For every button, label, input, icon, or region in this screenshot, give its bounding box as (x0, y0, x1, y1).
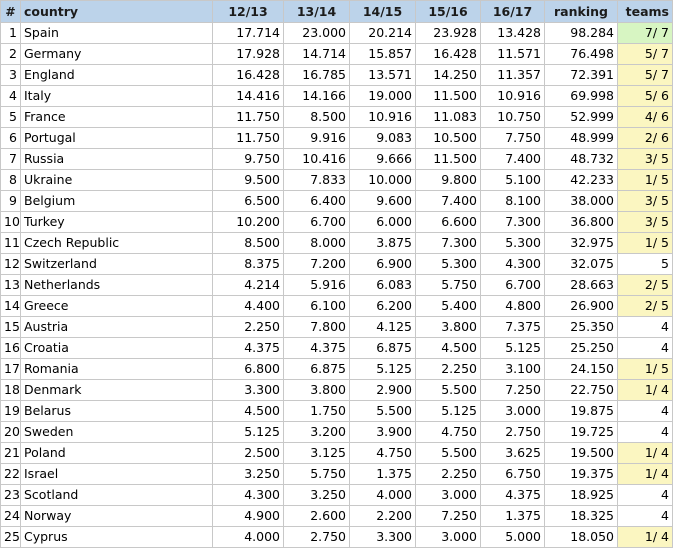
header-season-16-17[interactable]: 16/17 (481, 1, 545, 23)
season-15-16-cell: 2.250 (416, 359, 481, 380)
ranking-cell: 48.732 (545, 149, 618, 170)
rank-cell: 23 (1, 485, 21, 506)
season-12-13-cell: 4.300 (213, 485, 284, 506)
season-13-14-cell: 3.200 (284, 422, 350, 443)
header-season-14-15[interactable]: 14/15 (350, 1, 416, 23)
season-14-15-cell: 9.083 (350, 128, 416, 149)
season-12-13-cell: 4.500 (213, 401, 284, 422)
season-16-17-cell: 3.100 (481, 359, 545, 380)
ranking-cell: 19.875 (545, 401, 618, 422)
country-cell: France (21, 107, 213, 128)
country-cell: Belarus (21, 401, 213, 422)
season-16-17-cell: 7.400 (481, 149, 545, 170)
table-row[interactable] (1, 149, 673, 170)
season-16-17-cell: 10.916 (481, 86, 545, 107)
season-16-17-cell: 11.357 (481, 65, 545, 86)
ranking-cell: 98.284 (545, 23, 618, 44)
season-13-14-cell: 4.375 (284, 338, 350, 359)
season-12-13-cell: 8.500 (213, 233, 284, 254)
ranking-cell: 42.233 (545, 170, 618, 191)
season-12-13-cell: 4.000 (213, 527, 284, 548)
season-14-15-cell: 13.571 (350, 65, 416, 86)
season-15-16-cell: 14.250 (416, 65, 481, 86)
season-15-16-cell: 3.000 (416, 527, 481, 548)
season-12-13-cell: 4.400 (213, 296, 284, 317)
season-16-17-cell: 7.300 (481, 212, 545, 233)
ranking-cell: 72.391 (545, 65, 618, 86)
season-15-16-cell: 3.000 (416, 485, 481, 506)
teams-cell: 2/ 6 (618, 128, 673, 149)
country-cell: England (21, 65, 213, 86)
country-cell: Belgium (21, 191, 213, 212)
country-cell: Cyprus (21, 527, 213, 548)
season-13-14-cell: 9.916 (284, 128, 350, 149)
season-14-15-cell: 4.000 (350, 485, 416, 506)
season-16-17-cell: 7.250 (481, 380, 545, 401)
country-cell: Russia (21, 149, 213, 170)
season-14-15-cell: 20.214 (350, 23, 416, 44)
rank-cell: 25 (1, 527, 21, 548)
season-14-15-cell: 15.857 (350, 44, 416, 65)
country-cell: Israel (21, 464, 213, 485)
rank-cell: 19 (1, 401, 21, 422)
season-15-16-cell: 6.600 (416, 212, 481, 233)
season-12-13-cell: 17.928 (213, 44, 284, 65)
table-row[interactable] (1, 359, 673, 380)
ranking-cell: 76.498 (545, 44, 618, 65)
season-14-15-cell: 10.916 (350, 107, 416, 128)
season-14-15-cell: 19.000 (350, 86, 416, 107)
season-16-17-cell: 7.375 (481, 317, 545, 338)
ranking-cell: 32.075 (545, 254, 618, 275)
season-13-14-cell: 7.800 (284, 317, 350, 338)
season-13-14-cell: 2.750 (284, 527, 350, 548)
season-16-17-cell: 1.375 (481, 506, 545, 527)
ranking-cell: 48.999 (545, 128, 618, 149)
season-14-15-cell: 3.300 (350, 527, 416, 548)
season-15-16-cell: 4.500 (416, 338, 481, 359)
season-15-16-cell: 5.500 (416, 380, 481, 401)
season-13-14-cell: 14.714 (284, 44, 350, 65)
season-12-13-cell: 16.428 (213, 65, 284, 86)
season-12-13-cell: 2.500 (213, 443, 284, 464)
teams-cell: 1/ 5 (618, 359, 673, 380)
season-16-17-cell: 4.800 (481, 296, 545, 317)
season-15-16-cell: 11.083 (416, 107, 481, 128)
ranking-cell: 52.999 (545, 107, 618, 128)
rank-cell: 24 (1, 506, 21, 527)
ranking-cell: 28.663 (545, 275, 618, 296)
season-16-17-cell: 8.100 (481, 191, 545, 212)
season-14-15-cell: 6.900 (350, 254, 416, 275)
season-16-17-cell: 6.700 (481, 275, 545, 296)
season-13-14-cell: 8.500 (284, 107, 350, 128)
season-13-14-cell: 3.125 (284, 443, 350, 464)
season-13-14-cell: 10.416 (284, 149, 350, 170)
season-15-16-cell: 5.500 (416, 443, 481, 464)
country-cell: Poland (21, 443, 213, 464)
season-15-16-cell: 10.500 (416, 128, 481, 149)
season-14-15-cell: 2.200 (350, 506, 416, 527)
header-ranking[interactable]: ranking (545, 1, 618, 23)
teams-cell: 5/ 7 (618, 44, 673, 65)
header-country[interactable]: country (21, 1, 213, 23)
season-12-13-cell: 3.300 (213, 380, 284, 401)
season-15-16-cell: 23.928 (416, 23, 481, 44)
season-14-15-cell: 6.200 (350, 296, 416, 317)
rank-cell: 22 (1, 464, 21, 485)
ranking-cell: 19.375 (545, 464, 618, 485)
table-row[interactable] (1, 212, 673, 233)
season-12-13-cell: 3.250 (213, 464, 284, 485)
ranking-cell: 19.725 (545, 422, 618, 443)
teams-cell: 2/ 5 (618, 296, 673, 317)
teams-cell: 4 (618, 338, 673, 359)
table-row[interactable] (1, 485, 673, 506)
season-15-16-cell: 5.750 (416, 275, 481, 296)
season-13-14-cell: 7.200 (284, 254, 350, 275)
table-row[interactable] (1, 170, 673, 191)
ranking-cell: 18.925 (545, 485, 618, 506)
country-cell: Italy (21, 86, 213, 107)
season-14-15-cell: 1.375 (350, 464, 416, 485)
season-15-16-cell: 5.400 (416, 296, 481, 317)
rank-cell: 15 (1, 317, 21, 338)
table-row[interactable] (1, 527, 673, 548)
teams-cell: 4/ 6 (618, 107, 673, 128)
season-14-15-cell: 3.900 (350, 422, 416, 443)
table-row[interactable] (1, 233, 673, 254)
season-12-13-cell: 4.375 (213, 338, 284, 359)
ranking-cell: 36.800 (545, 212, 618, 233)
rank-cell: 3 (1, 65, 21, 86)
season-15-16-cell: 7.400 (416, 191, 481, 212)
teams-cell: 1/ 4 (618, 380, 673, 401)
season-16-17-cell: 13.428 (481, 23, 545, 44)
header-teams[interactable]: teams (618, 1, 673, 23)
header-season-12-13[interactable]: 12/13 (213, 1, 284, 23)
teams-cell: 5 (618, 254, 673, 275)
teams-cell: 7/ 7 (618, 23, 673, 44)
ranking-cell: 25.350 (545, 317, 618, 338)
season-15-16-cell: 3.800 (416, 317, 481, 338)
season-14-15-cell: 4.125 (350, 317, 416, 338)
season-14-15-cell: 10.000 (350, 170, 416, 191)
season-12-13-cell: 8.375 (213, 254, 284, 275)
season-13-14-cell: 8.000 (284, 233, 350, 254)
ranking-cell: 69.998 (545, 86, 618, 107)
rank-cell: 13 (1, 275, 21, 296)
teams-cell: 4 (618, 401, 673, 422)
ranking-cell: 18.050 (545, 527, 618, 548)
ranking-cell: 19.500 (545, 443, 618, 464)
country-cell: Ukraine (21, 170, 213, 191)
table-row[interactable] (1, 44, 673, 65)
country-cell: Romania (21, 359, 213, 380)
ranking-cell: 25.250 (545, 338, 618, 359)
ranking-cell: 22.750 (545, 380, 618, 401)
country-cell: Switzerland (21, 254, 213, 275)
table-row[interactable] (1, 338, 673, 359)
table-body (1, 23, 673, 548)
season-16-17-cell: 3.000 (481, 401, 545, 422)
season-12-13-cell: 11.750 (213, 128, 284, 149)
country-cell: Scotland (21, 485, 213, 506)
ranking-cell: 38.000 (545, 191, 618, 212)
season-13-14-cell: 6.400 (284, 191, 350, 212)
teams-cell: 4 (618, 506, 673, 527)
rank-cell: 14 (1, 296, 21, 317)
ranking-cell: 32.975 (545, 233, 618, 254)
country-cell: Croatia (21, 338, 213, 359)
ranking-cell: 24.150 (545, 359, 618, 380)
season-12-13-cell: 4.214 (213, 275, 284, 296)
table-row[interactable] (1, 380, 673, 401)
rank-cell: 18 (1, 380, 21, 401)
season-13-14-cell: 14.166 (284, 86, 350, 107)
season-12-13-cell: 6.800 (213, 359, 284, 380)
season-16-17-cell: 10.750 (481, 107, 545, 128)
table-row[interactable] (1, 296, 673, 317)
season-16-17-cell: 5.000 (481, 527, 545, 548)
table-row[interactable] (1, 443, 673, 464)
teams-cell: 4 (618, 422, 673, 443)
country-cell: Turkey (21, 212, 213, 233)
season-14-15-cell: 9.600 (350, 191, 416, 212)
country-cell: Portugal (21, 128, 213, 149)
season-15-16-cell: 11.500 (416, 86, 481, 107)
rank-cell: 11 (1, 233, 21, 254)
season-12-13-cell: 6.500 (213, 191, 284, 212)
season-14-15-cell: 6.083 (350, 275, 416, 296)
header-season-13-14[interactable]: 13/14 (284, 1, 350, 23)
season-16-17-cell: 3.625 (481, 443, 545, 464)
season-15-16-cell: 9.800 (416, 170, 481, 191)
season-16-17-cell: 7.750 (481, 128, 545, 149)
table-row[interactable] (1, 23, 673, 44)
rank-cell: 1 (1, 23, 21, 44)
table-row[interactable] (1, 275, 673, 296)
teams-cell: 4 (618, 317, 673, 338)
rank-cell: 2 (1, 44, 21, 65)
teams-cell: 1/ 5 (618, 170, 673, 191)
country-cell: Denmark (21, 380, 213, 401)
season-15-16-cell: 2.250 (416, 464, 481, 485)
table-row[interactable] (1, 107, 673, 128)
season-13-14-cell: 3.800 (284, 380, 350, 401)
teams-cell: 1/ 4 (618, 443, 673, 464)
table-row[interactable] (1, 506, 673, 527)
country-cell: Germany (21, 44, 213, 65)
season-14-15-cell: 2.900 (350, 380, 416, 401)
season-14-15-cell: 9.666 (350, 149, 416, 170)
rank-cell: 10 (1, 212, 21, 233)
header-rank[interactable]: # (1, 1, 21, 23)
season-16-17-cell: 6.750 (481, 464, 545, 485)
country-cell: Sweden (21, 422, 213, 443)
season-13-14-cell: 6.100 (284, 296, 350, 317)
season-15-16-cell: 5.300 (416, 254, 481, 275)
table-row[interactable] (1, 317, 673, 338)
teams-cell: 1/ 5 (618, 233, 673, 254)
season-15-16-cell: 7.300 (416, 233, 481, 254)
season-16-17-cell: 11.571 (481, 44, 545, 65)
season-13-14-cell: 6.875 (284, 359, 350, 380)
season-14-15-cell: 6.875 (350, 338, 416, 359)
season-14-15-cell: 5.500 (350, 401, 416, 422)
teams-cell: 3/ 5 (618, 191, 673, 212)
season-13-14-cell: 3.250 (284, 485, 350, 506)
season-12-13-cell: 9.750 (213, 149, 284, 170)
season-13-14-cell: 1.750 (284, 401, 350, 422)
season-16-17-cell: 2.750 (481, 422, 545, 443)
season-15-16-cell: 4.750 (416, 422, 481, 443)
country-cell: Greece (21, 296, 213, 317)
season-13-14-cell: 7.833 (284, 170, 350, 191)
rank-cell: 6 (1, 128, 21, 149)
rank-cell: 5 (1, 107, 21, 128)
season-12-13-cell: 2.250 (213, 317, 284, 338)
teams-cell: 5/ 7 (618, 65, 673, 86)
rank-cell: 17 (1, 359, 21, 380)
season-15-16-cell: 7.250 (416, 506, 481, 527)
season-14-15-cell: 4.750 (350, 443, 416, 464)
season-16-17-cell: 4.375 (481, 485, 545, 506)
season-14-15-cell: 5.125 (350, 359, 416, 380)
table-row[interactable] (1, 191, 673, 212)
season-13-14-cell: 5.916 (284, 275, 350, 296)
season-15-16-cell: 5.125 (416, 401, 481, 422)
country-cell: Spain (21, 23, 213, 44)
teams-cell: 2/ 5 (618, 275, 673, 296)
rank-cell: 21 (1, 443, 21, 464)
season-13-14-cell: 2.600 (284, 506, 350, 527)
season-12-13-cell: 10.200 (213, 212, 284, 233)
season-16-17-cell: 5.100 (481, 170, 545, 191)
table-row[interactable] (1, 464, 673, 485)
season-16-17-cell: 5.300 (481, 233, 545, 254)
teams-cell: 1/ 4 (618, 527, 673, 548)
rank-cell: 16 (1, 338, 21, 359)
table-row[interactable] (1, 422, 673, 443)
season-13-14-cell: 5.750 (284, 464, 350, 485)
season-12-13-cell: 17.714 (213, 23, 284, 44)
season-15-16-cell: 16.428 (416, 44, 481, 65)
season-16-17-cell: 5.125 (481, 338, 545, 359)
country-cell: Norway (21, 506, 213, 527)
rank-cell: 20 (1, 422, 21, 443)
teams-cell: 5/ 6 (618, 86, 673, 107)
country-cell: Austria (21, 317, 213, 338)
teams-cell: 3/ 5 (618, 212, 673, 233)
season-12-13-cell: 4.900 (213, 506, 284, 527)
table-row[interactable] (1, 254, 673, 275)
season-12-13-cell: 5.125 (213, 422, 284, 443)
season-16-17-cell: 4.300 (481, 254, 545, 275)
season-13-14-cell: 23.000 (284, 23, 350, 44)
country-cell: Netherlands (21, 275, 213, 296)
teams-cell: 1/ 4 (618, 464, 673, 485)
season-13-14-cell: 16.785 (284, 65, 350, 86)
rank-cell: 7 (1, 149, 21, 170)
teams-cell: 4 (618, 485, 673, 506)
country-cell: Czech Republic (21, 233, 213, 254)
rank-cell: 9 (1, 191, 21, 212)
season-12-13-cell: 14.416 (213, 86, 284, 107)
season-14-15-cell: 3.875 (350, 233, 416, 254)
ranking-cell: 18.325 (545, 506, 618, 527)
header-season-15-16[interactable]: 15/16 (416, 1, 481, 23)
table-row[interactable] (1, 401, 673, 422)
table-row[interactable] (1, 128, 673, 149)
season-15-16-cell: 11.500 (416, 149, 481, 170)
ranking-cell: 26.900 (545, 296, 618, 317)
table-row[interactable] (1, 86, 673, 107)
rank-cell: 4 (1, 86, 21, 107)
teams-cell: 3/ 5 (618, 149, 673, 170)
rank-cell: 8 (1, 170, 21, 191)
season-12-13-cell: 11.750 (213, 107, 284, 128)
season-13-14-cell: 6.700 (284, 212, 350, 233)
rank-cell: 12 (1, 254, 21, 275)
header-row (1, 1, 673, 23)
season-14-15-cell: 6.000 (350, 212, 416, 233)
table-row[interactable] (1, 65, 673, 86)
season-12-13-cell: 9.500 (213, 170, 284, 191)
